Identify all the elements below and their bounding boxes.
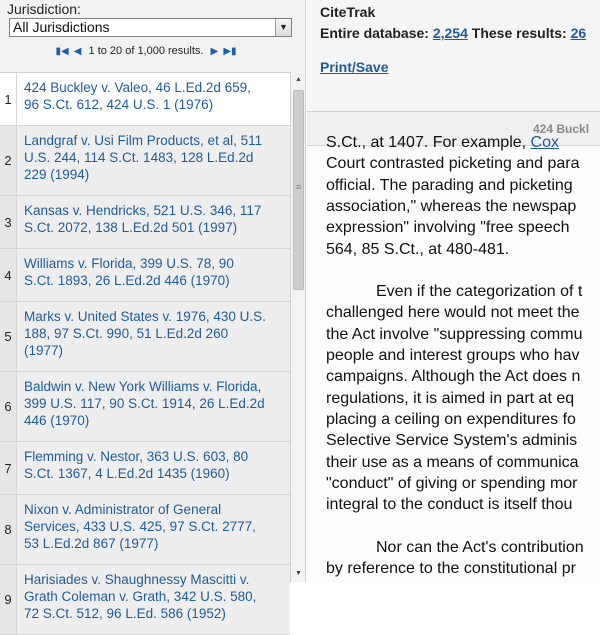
- result-link-line: U.S. 244, 114 S.Ct. 1483, 128 L.Ed.2d: [24, 150, 254, 165]
- document-line: [326, 390, 574, 408]
- document-line-text: association," whereas the newspap: [326, 197, 577, 215]
- results-list: [0, 72, 290, 621]
- scrollbar-thumb[interactable]: [293, 90, 304, 290]
- document-line-text: S.Ct., at 1407. For example,: [326, 134, 531, 151]
- result-link-line: (1977): [24, 343, 64, 358]
- result-row[interactable]: [0, 495, 290, 565]
- result-link[interactable]: [17, 73, 255, 125]
- result-link-line: Nixon v. Administrator of General: [24, 502, 222, 517]
- document-line-text: by reference to the constitutional pr: [326, 560, 576, 577]
- document-line: [326, 198, 576, 216]
- these-results-label: These results:: [471, 25, 567, 41]
- result-link-line: 53 L.Ed.2d 867 (1977): [24, 536, 159, 551]
- citetrak-stats: [320, 25, 586, 41]
- chevron-down-icon[interactable]: ▼: [275, 19, 291, 36]
- result-number: 1: [0, 73, 17, 125]
- result-row[interactable]: [0, 196, 290, 249]
- document-title: 424 Buckl: [533, 122, 590, 136]
- result-link-line: 96 S.Ct. 612, 424 U.S. 1 (1976): [24, 97, 214, 112]
- result-link-line: 424 Buckley v. Valeo, 46 L.Ed.2d 659,: [24, 80, 251, 95]
- result-link-line: Marks v. United States v. 1976, 430 U.S.: [24, 309, 266, 324]
- prev-page-icon[interactable]: ◀: [73, 46, 82, 57]
- document-line: [326, 177, 573, 195]
- document-line: [376, 283, 582, 301]
- result-link-line: 229 (1994): [24, 167, 90, 182]
- result-link-line: Flemming v. Nestor, 363 U.S. 603, 80: [24, 449, 249, 464]
- document-line-text: regulations, it is aimed in part at eq: [326, 389, 575, 407]
- entire-database-label: Entire database:: [320, 25, 429, 41]
- jurisdiction-label: Jurisdiction:: [7, 1, 81, 17]
- print-save-link[interactable]: Print/Save: [320, 59, 389, 75]
- citetrak-title: CiteTrak: [320, 4, 376, 20]
- result-link-line: Landgraf v. Usi Film Products, et al, 511: [24, 133, 263, 148]
- result-row[interactable]: [0, 73, 290, 126]
- result-link[interactable]: [17, 196, 265, 248]
- result-number: 7: [0, 442, 17, 494]
- last-page-icon[interactable]: ▶▮: [223, 46, 237, 57]
- document-line: [326, 560, 576, 578]
- result-link[interactable]: [17, 249, 238, 301]
- document-line-text: Selective Service System's adminis: [326, 432, 578, 450]
- document-line: [326, 326, 582, 344]
- result-link-line: S.Ct. 1893, 26 L.Ed.2d 446 (1970): [24, 273, 230, 288]
- result-link-line: Services, 433 U.S. 425, 97 S.Ct. 2777,: [24, 519, 256, 534]
- document-line: [326, 432, 577, 450]
- result-link-line: 188, 97 S.Ct. 990, 51 L.Ed.2d 260: [24, 326, 229, 341]
- document-line: [326, 475, 578, 493]
- document-line-text: placing a ceiling on expenditures fo: [326, 410, 576, 428]
- document-line-text: Nor can the Act's contribution: [376, 538, 584, 556]
- pagination-text: 1 to 20 of 1,000 results.: [88, 45, 204, 57]
- jurisdiction-selected-value: All Jurisdictions: [13, 19, 110, 35]
- these-results-count-link[interactable]: 26: [570, 25, 587, 41]
- result-number: 8: [0, 495, 17, 564]
- result-link[interactable]: [17, 372, 269, 441]
- document-line: [326, 241, 509, 259]
- result-link-line: Williams v. Florida, 399 U.S. 78, 90: [24, 256, 234, 271]
- document-line-text: 564, 85 S.Ct., at 480-481.: [326, 240, 510, 258]
- result-number: 3: [0, 196, 17, 248]
- document-line-text: campaigns. Although the Act does n: [326, 368, 581, 386]
- scroll-down-icon[interactable]: ▼: [295, 570, 302, 577]
- document-citation-link[interactable]: Cox: [530, 134, 559, 151]
- result-row[interactable]: [0, 302, 290, 372]
- document-line: [326, 134, 559, 152]
- document-line: [326, 496, 572, 514]
- document-line: [326, 368, 580, 386]
- result-link-line: 72 S.Ct. 512, 96 L.Ed. 586 (1952): [24, 606, 226, 621]
- grip-icon: ≡: [296, 182, 302, 192]
- citetrak-box: [307, 0, 600, 112]
- document-line: [326, 155, 579, 173]
- document-line: [326, 411, 576, 429]
- results-panel: [0, 0, 306, 621]
- result-number: 4: [0, 249, 17, 301]
- result-link[interactable]: [17, 302, 270, 371]
- document-body: [307, 134, 600, 582]
- document-line-text: official. The parading and picketing: [326, 176, 573, 194]
- result-link-line: S.Ct. 2072, 138 L.Ed.2d 501 (1997): [24, 220, 238, 235]
- results-header: [0, 0, 306, 72]
- document-line-text: challenged here would not meet the: [326, 304, 580, 322]
- document-line-text: their use as a means of communica: [326, 453, 579, 471]
- document-line: [326, 454, 579, 472]
- document-line-text: Court contrasted picketing and para: [326, 155, 580, 173]
- result-row[interactable]: [0, 442, 290, 495]
- jurisdiction-select[interactable]: [9, 18, 292, 37]
- result-link-line: 446 (1970): [24, 413, 90, 428]
- result-link-line: S.Ct. 1367, 4 L.Ed.2d 1435 (1960): [24, 466, 230, 481]
- document-line: [326, 304, 580, 322]
- entire-database-count-link[interactable]: 2,254: [432, 25, 468, 41]
- first-page-icon[interactable]: ▮◀: [55, 46, 69, 57]
- result-row[interactable]: [0, 372, 290, 442]
- result-number: 9: [0, 565, 17, 634]
- result-number: 6: [0, 372, 17, 441]
- document-line-text: Even if the categorization of t: [376, 283, 583, 301]
- result-link-line: Kansas v. Hendricks, 521 U.S. 346, 117: [24, 203, 262, 218]
- result-number: 5: [0, 302, 17, 371]
- result-row[interactable]: [0, 565, 290, 635]
- result-link-line: 399 U.S. 117, 90 S.Ct. 1914, 26 L.Ed.2d: [24, 396, 265, 411]
- result-link[interactable]: [17, 126, 266, 195]
- pagination: [0, 45, 292, 57]
- result-number: 2: [0, 126, 17, 195]
- result-link[interactable]: [17, 565, 260, 634]
- result-link-line: Baldwin v. New York Williams v. Florida,: [24, 379, 262, 394]
- result-row[interactable]: [0, 126, 290, 196]
- document-line-text: expression" involving "free speech: [326, 219, 570, 237]
- result-link[interactable]: [17, 442, 252, 494]
- document-line-text: integral to the conduct is itself thou: [326, 496, 573, 514]
- document-line: [326, 347, 580, 365]
- next-page-icon[interactable]: ▶: [210, 46, 219, 57]
- document-panel: [307, 0, 600, 582]
- document-line: [376, 539, 584, 557]
- result-row[interactable]: [0, 249, 290, 302]
- document-line-text: people and interest groups who hav: [326, 347, 580, 364]
- scroll-up-icon[interactable]: ▲: [295, 76, 302, 83]
- results-scrollbar[interactable]: [290, 72, 306, 582]
- result-link[interactable]: [17, 495, 260, 564]
- document-line-text: "conduct" of giving or spending mor: [326, 474, 578, 492]
- document-line: [326, 219, 570, 237]
- result-link-line: Grath Coleman v. Grath, 342 U.S. 580,: [24, 589, 257, 604]
- result-link-line: Harisiades v. Shaughnessy Mascitti v.: [24, 572, 250, 587]
- document-line-text: the Act involve "suppressing commu: [326, 325, 583, 343]
